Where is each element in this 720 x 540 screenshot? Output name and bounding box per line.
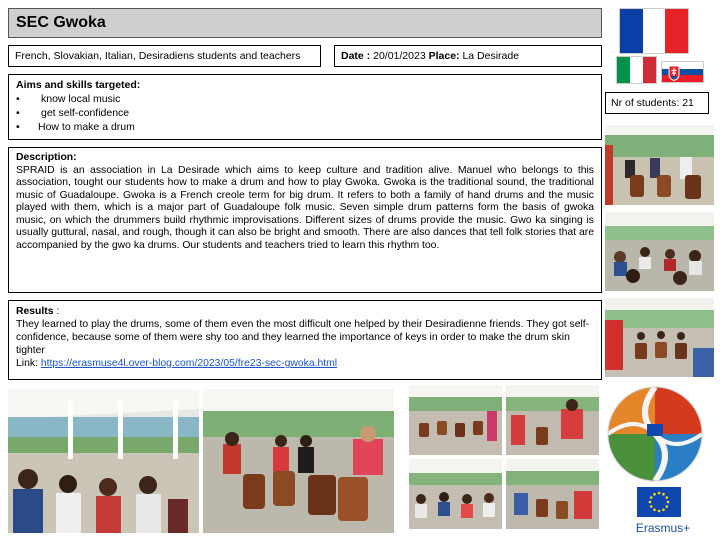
title-bar xyxy=(8,8,602,38)
page-title: SEC Gwoka xyxy=(16,14,106,31)
slovakia-coat-of-arms-icon xyxy=(668,65,680,81)
place-label: Place: xyxy=(428,50,460,62)
italy-stripe xyxy=(643,57,656,83)
place-value: La Desirade xyxy=(462,50,520,62)
france-stripe xyxy=(665,9,688,53)
italy-flag-icon xyxy=(616,56,657,84)
photo-drum-practice xyxy=(506,459,599,529)
italy-stripe xyxy=(630,57,643,83)
photo-drummers-circle xyxy=(605,298,714,377)
blog-link[interactable]: https://erasmuse4l.over-blog.com/2023/05/fre23-sec-gwoka.html xyxy=(40,358,338,369)
participants-text: French, Slovakian, Italian, Desiradiens students and teachers xyxy=(15,50,301,62)
date-label: Date : xyxy=(341,50,371,62)
italy-stripe xyxy=(617,57,630,83)
date-place-box xyxy=(334,45,602,67)
description-text: SPRAID is an association in La Desirade which aims to keep culture and tradition alive. Manuel who belongs to this association, tought our students how to make a drum and how to play Gwoka. Gwoka is the traditional sound, the traditional music of Guadaloupe. Gwoka is a French creole term for big drum. It refers to both a family of hand drums and the music played with them, which is a major part of Guadaloupe folk music. Seven simple drum patterns form the basis of gwoka music, on which the drummers build rhythmic improvisations. Different sizes of drums provide the music. Gwo ka singing is usually guttural, nasal, and rough, though it can also be bright and smooth. There are also dances that tell folk stories that are accompanied by the gwo ka drums. Our students and teachers tried to learn this rhythm too. xyxy=(16,164,594,251)
photo-students-seated xyxy=(409,459,502,529)
list-item: • know local music xyxy=(16,93,121,105)
photo-drummers-row xyxy=(409,385,502,455)
photo-drum-lesson xyxy=(203,389,394,533)
link-label: Link: xyxy=(16,358,41,369)
date-value: 20/01/2023 xyxy=(373,50,426,62)
photo-group-large xyxy=(8,389,199,533)
france-stripe xyxy=(643,9,666,53)
description-heading: Description: xyxy=(16,152,77,163)
aims-heading: Aims and skills targeted: xyxy=(16,79,141,91)
list-item: • get self-confidence xyxy=(16,107,130,119)
france-flag-icon xyxy=(619,8,689,54)
results-box: Results : They learned to play the drums, some of them even the most difficult one helped by their Desiradienne friends. They got self- confidence, because some of them were shy too and they learned the importance of keys in order to make the drum skin tighter Link: https://erasmuse4l.over-blog.com/2023/05/fre23-sec-gwoka.html xyxy=(8,300,602,380)
erasmus-label: Erasmus+ xyxy=(635,521,691,535)
elements-logo-icon xyxy=(605,384,705,484)
list-item: • How to make a drum xyxy=(16,121,135,133)
participants-box xyxy=(8,45,321,67)
france-stripe xyxy=(620,9,643,53)
photo-teacher-drum xyxy=(506,385,599,455)
eu-flag-icon xyxy=(637,487,681,517)
photo-drum-workshop xyxy=(605,125,714,205)
students-count-box xyxy=(605,92,709,114)
slovakia-flag-icon xyxy=(661,61,704,83)
photo-audience xyxy=(605,212,714,291)
students-count: Nr of students: 21 xyxy=(611,97,694,109)
results-heading: Results xyxy=(16,306,54,317)
aims-box xyxy=(8,74,602,140)
results-text: They learned to play the drums, some of them even the most difficult one helped by their Desiradienne friends. They got self- confidence, because some of them were shy too and they learned the importance of keys in order to make the drum skin tighter xyxy=(16,319,590,356)
description-box xyxy=(8,147,602,293)
